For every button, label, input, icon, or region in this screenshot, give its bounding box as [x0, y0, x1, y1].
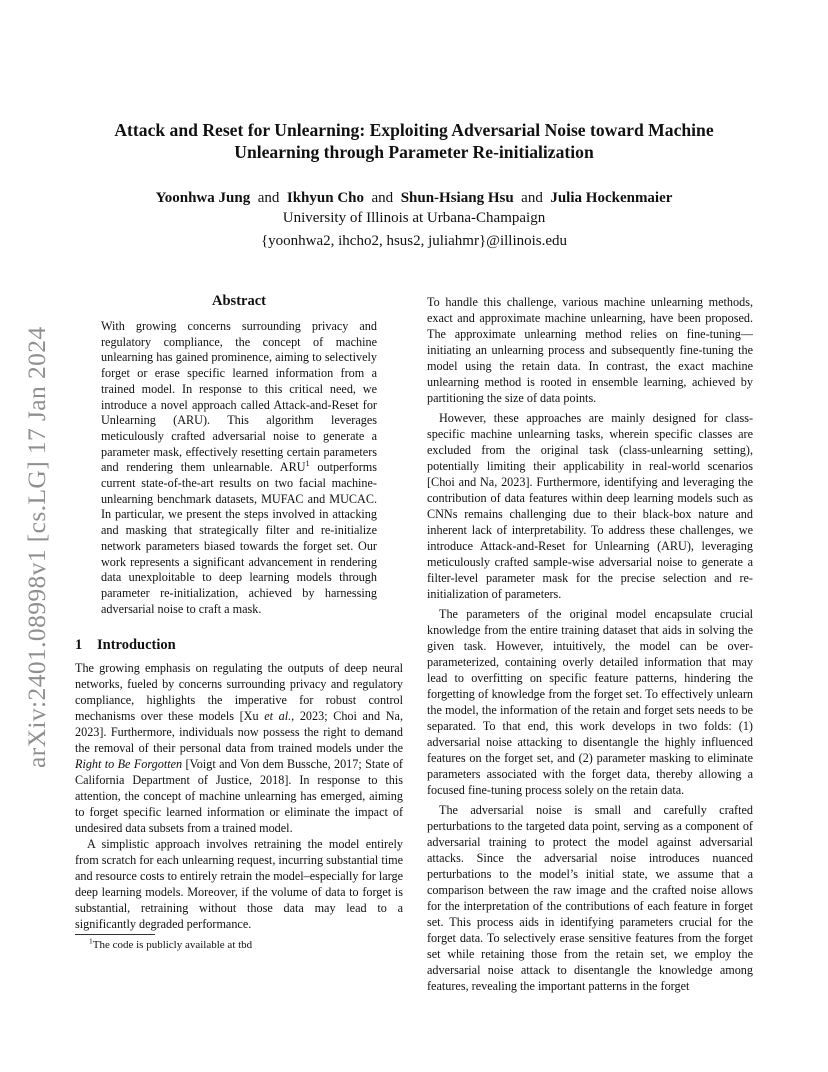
affiliation: University of Illinois at Urbana-Champaign [282, 210, 546, 226]
body-paragraph-1: To handle this challenge, various machine unlearning methods, exact and approximate machine unlearning, have been proposed. The approximate unlearning method relies on fine-tuning—initiating an unlearning process and subsequently fine-tuning the model using the retain data. In contrast, the exact machine unlearning method is rooted in ensemble learning, achieved by partitioning the size of data points. [427, 295, 753, 405]
author-name: Ikhyun Cho [286, 190, 365, 206]
section-title: Introduction [97, 637, 176, 653]
text-run: The growing emphasis on regulating the outputs of deep neural networks, fueled by concerns surrounding privacy and regulatory compliance, highlights the imperative for robust control mechanisms over these models [Xu [75, 661, 403, 723]
author-emails: {yoonhwa2, ihcho2, hsus2, juliahmr}@illinois.edu [260, 233, 568, 249]
section-number: 1 [75, 637, 83, 653]
title-line-1: Attack and Reset for Unlearning: Exploiting Adversarial Noise toward Machine [114, 120, 714, 140]
author-name: Shun-Hsiang Hsu [400, 190, 514, 206]
right-column-body [427, 294, 753, 994]
abstract-paragraph [101, 319, 377, 617]
abstract-text-part-1: With growing concerns surrounding privacy and regulatory compliance, the concept of machine unlearning has gained prominence, aiming to selectively forget or erase specific learned information from a trained model. In response to this critical need, we introduce a novel approach called Attack-and-Reset for Unlearning (ARU). This algorithm leverages meticulously crafted adversarial noise to generate a parameter mask, effectively resetting certain parameters and rendering them unlearnable. ARU [101, 319, 377, 475]
abstract-body [101, 319, 377, 617]
footnote [89, 938, 252, 952]
section-heading-introduction [75, 637, 176, 654]
text-run-italic: Right to Be Forgotten [75, 757, 183, 771]
paper-title [60, 119, 768, 163]
footnote-divider [75, 934, 155, 935]
arxiv-identifier: arXiv:2401.08998v1 [cs.LG] 17 Jan 2024 [22, 326, 51, 768]
title-line-2: Unlearning through Parameter Re-initialization [234, 142, 594, 162]
author-separator: and [257, 190, 280, 206]
intro-paragraph-2: A simplistic approach involves retraining the model entirely from scratch for each unlearning request, incurring substantial time and resource costs to entirely retrain the model–especially for large deep learning models. Moreover, if the volume of data to forget is substantial, retraining without those data may lead to a significantly degraded performance. [75, 837, 403, 931]
body-paragraph-4: The adversarial noise is small and carefully crafted perturbations to the targeted data point, serving as a component of adversarial training to protect the model against adversarial attacks. Since the adversarial noise introduces nuanced perturbations to the model’s initial state, we assume that a comparison between the raw image and the crafted noise allows for the interpretation of the contributions of each feature in forget set. This process aids in identifying parameters crucial for the forget data. To selectively erase sensitive features from the forget set while retaining those from the retain set, we employ the adversarial noise attack to disentangle the knowledge among features, revealing the important patterns in the forget [427, 803, 753, 993]
abstract-text-part-2: outperforms current state-of-the-art results on two facial machine-unlearning benchmark datasets, MUFAC and MUCAC. In particular, we present the steps involved in attacking and masking that strategically filter and re-initialize network parameters biased towards the forget set. Our work represents a significant advancement in rendering data unexploitable to deep learning models through parameter re-initialization, achieved by harnessing adversarial noise to craft a mask. [101, 460, 377, 616]
footnote-marker: 1 [305, 459, 310, 469]
author-name: Julia Hockenmaier [550, 190, 673, 206]
author-separator: and [521, 190, 543, 206]
introduction-body [75, 660, 403, 932]
author-list [60, 188, 768, 208]
abstract-heading: Abstract [212, 293, 266, 309]
body-paragraph-3: The parameters of the original model encapsulate crucial knowledge from the entire training dataset that aids in solving the given task. However, intuitively, the model can be over-parameterized, containing overly detailed information that may lead to overfitting on specific feature patterns, hindering the forgetting of knowledge from the forget set. To effectively unlearn the model, the information of the retain and forget sets needs to be separated. To that end, this work develops in two folds: (1) adversarial noise attacking to disentangle the highly influenced features on the forget set, and (2) parameter masking to eliminate parameters associated with the forget data, thereby allowing a focused fine-tuning process solely on the retain data. [427, 607, 753, 797]
text-run: , 2023; Choi and Na, 2023]. Furthermore, individuals now possess the right to demand the removal of their personal data from trained models under the [75, 709, 403, 755]
intro-paragraph-1 [75, 660, 403, 836]
footnote-number: 1 [89, 936, 93, 946]
footnote-text: The code is publicly available at tbd [92, 939, 253, 951]
author-separator: and [371, 190, 394, 206]
author-name: Yoonhwa Jung [155, 190, 251, 206]
body-paragraph-2: However, these approaches are mainly designed for class-specific machine unlearning tasks, wherein specific classes are excluded from the original task (class-unlearning setting), potentially limiting their applicability in real-world scenarios [Choi and Na, 2023]. Furthermore, identifying and leveraging the contribution of data features within deep learning models such as CNNs remains challenging due to their black-box nature and inherent lack of interpretability. To address these challenges, we introduce Attack-and-Reset for Unlearning (ARU), leveraging meticulously crafted sample-wise adversarial noise to generate a filter-level parameter mask for the precise selection and re-initialization of parameters. [427, 411, 753, 601]
text-run: [Voigt and Von dem Bussche, 2017; State of California Department of Justice, 2018]. In response to this attention, the concept of machine unlearning has emerged, aiming to forget specific learned information or eliminate the impact of undesired data subsets from a trained model. [75, 757, 403, 835]
text-run-italic: et al. [264, 709, 292, 723]
